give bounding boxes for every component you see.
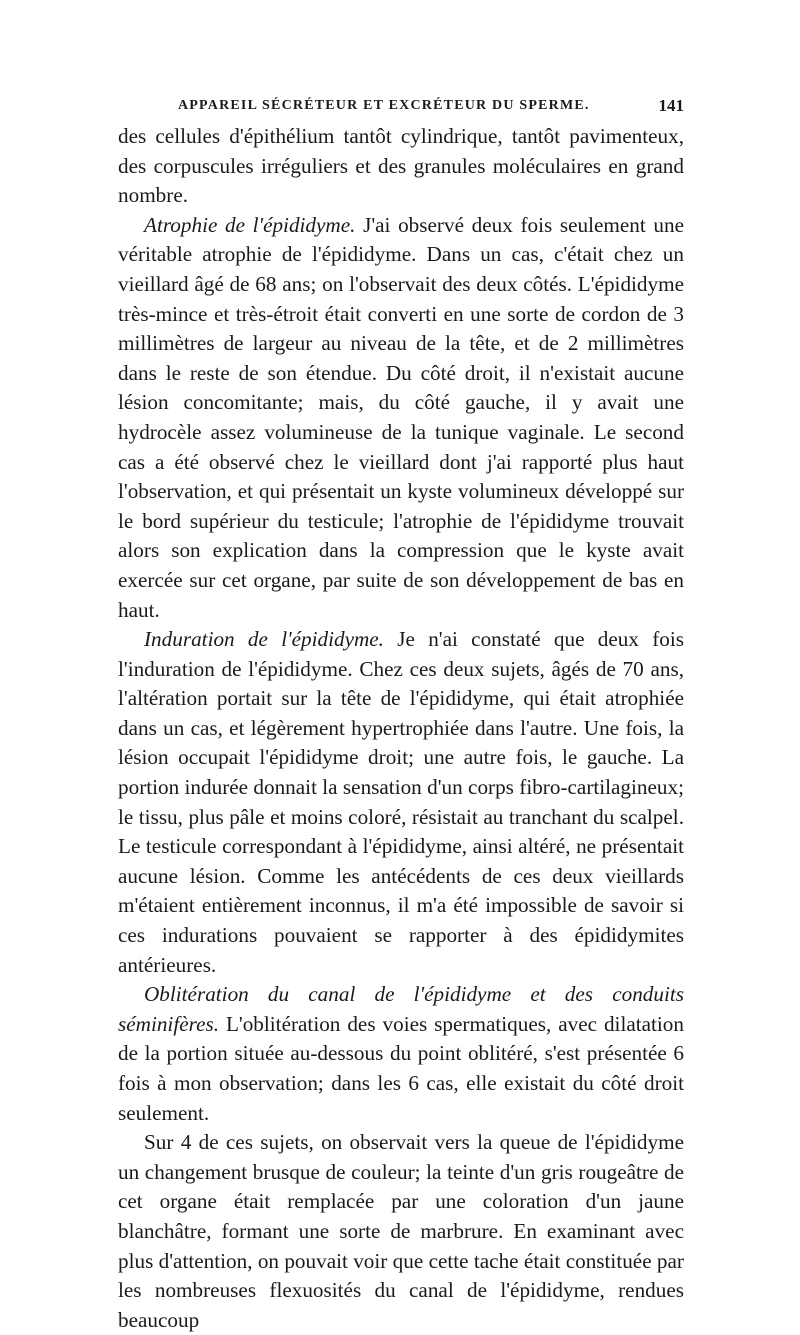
section-heading-obliteration: Oblitération du canal de l'épididyme et des conduits séminifères.: [118, 982, 684, 1036]
paragraph-induration: [118, 625, 684, 980]
running-title: APPAREIL SÉCRÉTEUR ET EXCRÉTEUR DU SPERME.: [178, 98, 590, 113]
paragraph-continuation: [118, 122, 684, 211]
book-page: [118, 98, 684, 1335]
paragraph-text: Sur 4 de ces sujets, on observait vers la queue de l'épididyme un changement brusque de couleur; la teinte d'un gris rougeâtre de cet organe était remplacée par une coloration d'un jaune blanchâtre, formant une sorte de marbrure. En examinant avec plus d'attention, on pouvait voir que cette tache était constituée par les nombreuses flexuosités du canal de l'épididyme, rendues beaucoup: [118, 1130, 684, 1332]
paragraph-text: J'ai observé deux fois seulement une véritable atrophie de l'épididyme. Dans un cas, c'était chez un vieillard âgé de 68 ans; on l'observait des deux côtés. L'épididyme très-mince et très-étroit était converti en une sorte de cordon de 3 millimètres de largeur au niveau de la tête, et de 2 millimètres dans le reste de son étendue. Du côté droit, il n'existait aucune lésion concomitante; mais, du côté gauche, il y avait une hydrocèle assez volumineuse de la tunique vaginale. Le second cas a été observé chez le vieillard dont j'ai rapporté plus haut l'observation, et qui présentait un kyste volumineux développé sur le bord supérieur du testicule; l'atrophie de l'épididyme trouvait alors son explication dans la compression que le kyste avait exercée sur cet organe, par suite de son développement de bas en haut.: [118, 212, 685, 622]
running-head: [118, 98, 684, 122]
body-text: [118, 122, 684, 1335]
paragraph-text: des cellules d'épithélium tantôt cylindrique, tantôt pavimenteux, des corpuscules irréguliers et des granules moléculaires en grand nombre.: [118, 124, 684, 208]
paragraph-obliteration: [118, 980, 684, 1128]
paragraph-text: Je n'ai constaté que deux fois l'induration de l'épididyme. Chez ces deux sujets, âgés de 70 ans, l'altération portait sur la tête de l'épididyme, qui était atrophiée dans un cas, et légèrement hypertrophiée dans l'autre. Une fois, la lésion occupait l'épididyme droit; une autre fois, le gauche. La portion indurée donnait la sensation d'un corps fibro-cartilagineux; le tissu, plus pâle et moins coloré, résistait au tranchant du scalpel. Le testicule correspondant à l'épididyme, ainsi altéré, ne présentait aucune lésion. Comme les antécédents de ces deux vieillards m'étaient entièrement inconnus, il m'a été impossible de savoir si ces indurations pouvaient se rapporter à des épididymites antérieures.: [118, 627, 684, 977]
paragraph-text: L'oblitération des voies spermatiques, avec dilatation de la portion située au-dessous du point oblitéré, s'est présentée 6 fois à mon observation; dans les 6 cas, elle existait du côté droit seulement.: [118, 1011, 684, 1125]
section-heading-atrophie: Atrophie de l'épididyme.: [144, 212, 356, 237]
paragraph-atrophie: [118, 211, 684, 625]
paragraph-sur-4: [118, 1128, 684, 1335]
section-heading-induration: Induration de l'épididyme.: [144, 627, 384, 652]
page-number: 141: [658, 96, 684, 115]
